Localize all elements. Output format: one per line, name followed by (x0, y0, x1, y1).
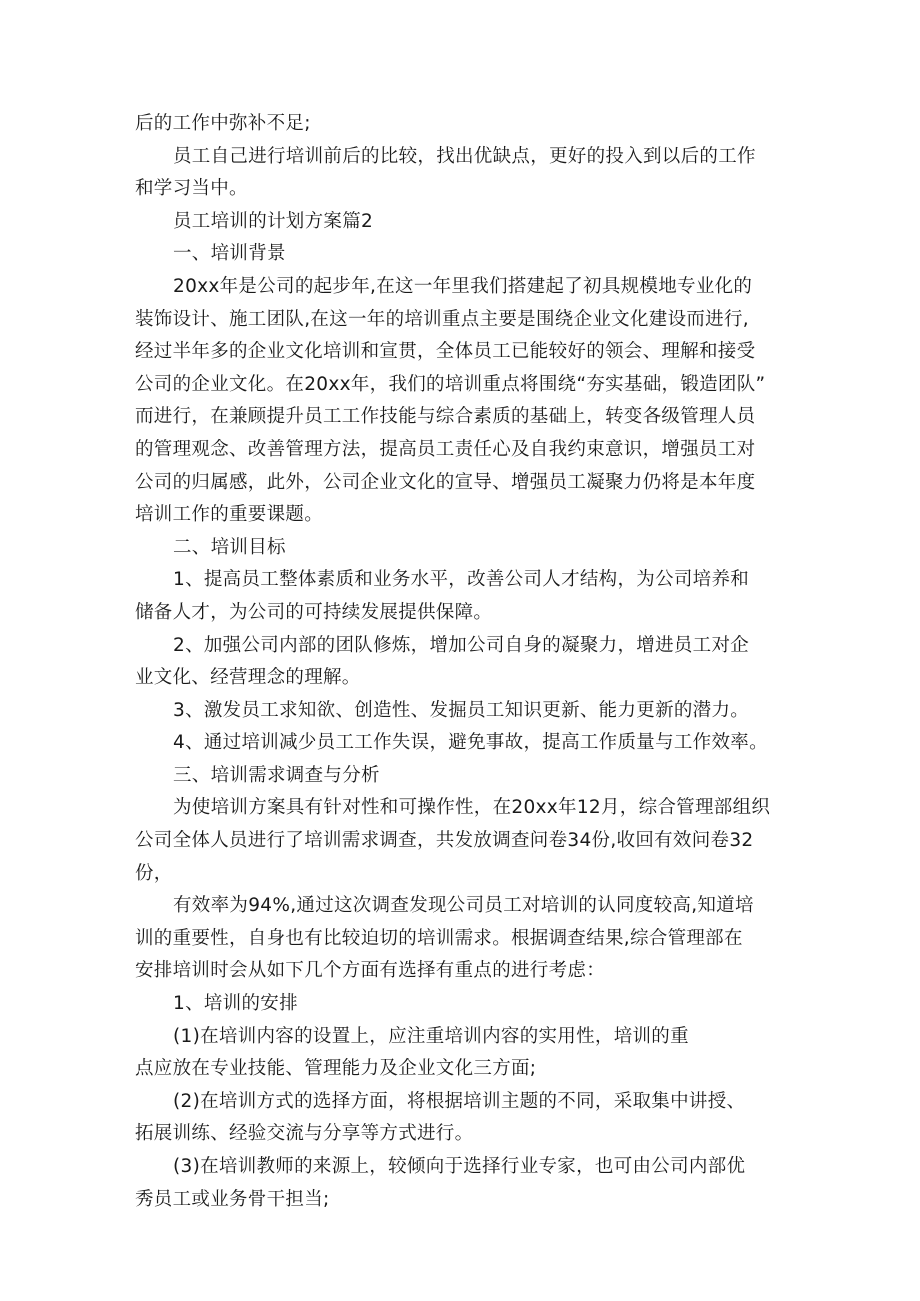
text-line: 业文化、经营理念的理解。 (135, 667, 361, 689)
text-line: 有效率为94%,通过这次调查发现公司员工对培训的认同度较高,知道培 (173, 895, 754, 917)
list-item-line: (2)在培训方式的选择方面，将根据培训主题的不同，采取集中讲授、 (173, 1090, 746, 1112)
text-line: 份， (135, 862, 173, 884)
text-line: 秀员工或业务骨干担当; (135, 1188, 330, 1210)
text-line: 安排培训时会从如下几个方面有选择有重点的进行考虑： (135, 960, 606, 982)
list-item-line: 4、通过培训减少员工工作失误，避免事故，提高工作质量与工作效率。 (173, 732, 768, 754)
text-line: 公司的归属感，此外，公司企业文化的宣导、增强员工凝聚力仍将是本年度 (135, 471, 756, 493)
document-body (135, 108, 795, 1216)
list-item-line: 1、提高员工整体素质和业务水平，改善公司人才结构，为公司培养和 (173, 569, 750, 591)
text-line: 而进行，在兼顾提升员工工作技能与综合素质的基础上，转变各级管理人员 (135, 406, 756, 428)
subsection-heading: 1、培训的安排 (173, 993, 298, 1015)
text-line: 点应放在专业技能、管理能力及企业文化三方面; (135, 1058, 537, 1080)
list-item-line: (3)在培训教师的来源上，较倾向于选择行业专家，也可由公司内部优 (173, 1156, 746, 1177)
section-heading: 三、培训需求调查与分析 (173, 764, 380, 786)
text-line: 公司的企业文化。在20xx年，我们的培训重点将围绕“夯实基础，锻造团队” (135, 373, 766, 395)
text-line: 员工自己进行培训前后的比较，找出优缺点，更好的投入到以后的工作 (173, 145, 756, 167)
text-line: 为使培训方案具有针对性和可操作性，在20xx年12月，综合管理部组织 (173, 797, 771, 819)
text-line: 公司全体人员进行了培训需求调查，共发放调查问卷34份,收回有效问卷32 (135, 830, 754, 852)
text-line: 20xx年是公司的起步年,在这一年里我们搭建起了初具规模地专业化的 (173, 275, 753, 297)
text-line: 训的重要性，自身也有比较迫切的培训需求。根据调查结果,综合管理部在 (135, 927, 743, 949)
section-heading: 二、培训目标 (173, 536, 286, 558)
text-line: 培训工作的重要课题。 (135, 504, 324, 526)
section-title: 员工培训的计划方案篇2 (173, 210, 374, 232)
text-line: 的管理观念、改善管理方法，提高员工责任心及自我约束意识，增强员工对 (135, 438, 756, 460)
list-item-line: 2、加强公司内部的团队修炼，增加公司自身的凝聚力，增进员工对企 (173, 634, 750, 656)
text-line: 拓展训练、经验交流与分享等方式进行。 (135, 1123, 474, 1145)
list-item-line: (1)在培训内容的设置上，应注重培训内容的实用性，培训的重 (173, 1025, 689, 1047)
text-line: 装饰设计、施工团队,在这一年的培训重点主要是围绕企业文化建设而进行, (135, 308, 749, 330)
text-line: 储备人才，为公司的可持续发展提供保障。 (135, 601, 493, 623)
text-line: 后的工作中弥补不足; (135, 113, 311, 134)
list-item-line: 3、激发员工求知欲、创造性、发掘员工知识更新、能力更新的潜力。 (173, 699, 750, 721)
text-line: 和学习当中。 (135, 178, 248, 200)
text-line: 经过半年多的企业文化培训和宣贯，全体员工已能较好的领会、理解和接受 (135, 341, 756, 363)
section-heading: 一、培训背景 (173, 243, 286, 265)
